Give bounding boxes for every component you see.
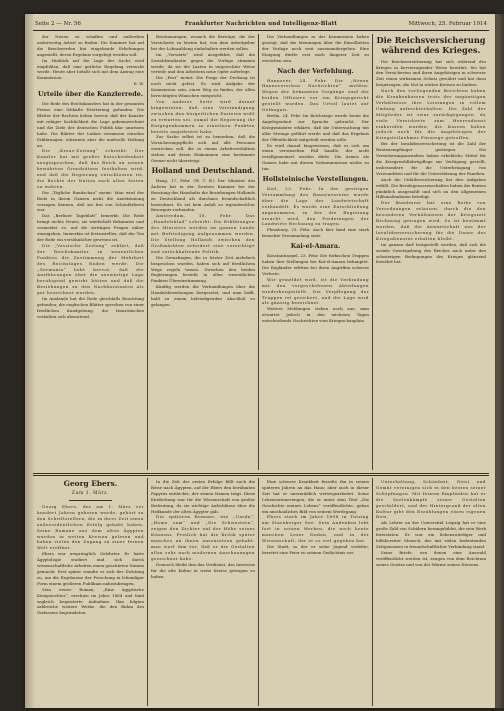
article-column-3 bbox=[262, 34, 369, 470]
page-number: Seite 2 — Nr. 56 bbox=[35, 21, 81, 27]
article-heading: Urteile über die Kanzlerrede. bbox=[37, 90, 144, 99]
feuilleton-subheading: Zum 1. März. bbox=[71, 491, 110, 496]
paragraph: Weitere Meldungen stehen noch aus; man erwartet jedoch in den nächsten Tagen entscheidende Nachrichten vom Kriegsschauplatz. bbox=[262, 306, 369, 324]
paragraph: Kiel, 23. Febr. In der gestrigen Versammlung des Bauernvereins wurde über die Lage der Landwirtschaft verhandelt. Es wurde eine Entschließung angenommen, in der die Regierung ersucht wird, den Forderungen der Landwirte Rechnung zu tragen. bbox=[262, 186, 369, 227]
paragraph: Zur Sache selbst ist zu bemerken, daß die Versicherungspflicht sich auf alle Personen erstrecken soll, die in einem Arbeitsverhältnis stehen und deren Einkommen eine bestimmte Grenze nicht übersteigt. bbox=[151, 134, 255, 164]
paragraph: Die späteren Romane, wie „Uarda“, „Homo sum“ und „Die Schwestern“, zeigen den Dichter auf der Höhe seines Könnens. Freilich hat die Kritik später manches an ihnen auszusetzen gehabt: man warf ihm vor, daß er die Gestalten allzu sehr nach modernen Anschauungen gezeichnet habe. bbox=[151, 514, 255, 561]
header-rule bbox=[33, 30, 489, 31]
paragraph: Die Stadt, in der er seine Jugend verlebte, bereitet eine Feier zu seinem Gedächtnis vor. bbox=[262, 543, 369, 555]
paragraph: Künftig werden die Verhandlungen über die Handelsbeziehungen fortgesetzt, und man hofft, bald zu einem befriedigenden Abschluß zu gelangen. bbox=[151, 284, 255, 307]
paragraph: Die „Post“ meint: Die Frage der Deckung ist noch nicht gelöst. Es wird Aufgabe der Kommission sein, einen Weg zu finden, der allen berechtigten Wünschen entspricht. bbox=[151, 75, 255, 99]
paragraph: Die Reichsversicherung hat sich während des Krieges in hervorragender Weise bewährt. Sie hat den Versicherten und ihren Angehörigen in schwerer Zeit einen wirksamen Schutz gewährt und hat dazu beigetragen, die Not in weiten Kreisen zu lindern. bbox=[376, 58, 486, 88]
paragraph: Das „Berliner Tageblatt“ bemerkt: Die Rede bringt nichts Neues, sie wiederholt Bekanntes und vermeidet es, auf die strittigen Fragen näher einzugehen. Immerhin ist festzustellen, daß der Ton der Rede ein versöhnlicher gewesen ist. bbox=[37, 213, 144, 242]
paragraph: Wie gemeldet wird, ist die Verbindung mit den vorgeschobenen Abteilungen wiederhergestellt. Die Verpflegung der Truppen ist gesichert, und die Lage wird als günstig bezeichnet. bbox=[262, 276, 369, 306]
paragraph: Konstantinopel, 23. Febr. Die türkischen Truppen haben ihre Stellungen bei Kut-el-Amara behauptet. Die Engländer erlitten bei ihren Angriffen schwere Verluste. bbox=[262, 253, 369, 276]
page-edge bbox=[495, 14, 504, 708]
paragraph: Bei der Invalidenversicherung ist die Zahl der Rentenempfänger gestiegen. Die Versicherungsanstalten haben erhebliche Mittel für die Kriegswohlfahrtspflege zur Verfügung gestellt, insbesondere für die Unterbringung von Verwundeten und für die Unterstützung der Familien. bbox=[376, 141, 486, 176]
paragraph: Ebers starb im Jahre 1898 in Tutzing am Starnberger See. Sein Andenken lebt fort in seinen Werken, die noch heute manchen Leser finden, und in der Wissenschaft, der er so viel gegeben hat. bbox=[262, 514, 369, 544]
column-rule bbox=[147, 478, 148, 706]
paragraph: In die Zeit der ersten Erfolge fällt auch die Reise nach Ägypten, auf der Ebers den berühmten Papyrus entdeckte, der seinen Namen trägt. Diese Entdeckung war für die Wissenschaft von großer Bedeutung, da sie wichtige Aufschlüsse über die Heilkunde der alten Ägypter gab. bbox=[151, 479, 255, 514]
paragraph: Im Hinblick auf die Lage der Sache wird empfohlen, daß eine gütliche Regelung versucht werde. Heute aber befaßt sich mit dem Antrag eine Kommission. bbox=[37, 57, 144, 81]
newspaper-page bbox=[25, 14, 495, 708]
column-rule bbox=[258, 478, 259, 706]
paragraph: Ebers war ursprünglich Gelehrter. Er hatte Ägyptologie studiert und sich durch wissenschaftliche Arbeiten einen geachteten Namen gemacht. Erst später wandte er sich der Dichtung zu, um die Ergebnisse der Forschung in lebendiger Form einem größeren Publikum nahezubringen. bbox=[37, 551, 144, 586]
paragraph: Unterhaltung, Schönheit, Geist und Gemüt vereinigen sich in den besten seiner Schöpfungen. Mit feinem Empfinden hat er die Seelenkämpfe seiner Gestalten geschildert, und der Hintergrund der alten Kultur gibt den Erzählungen einen eigenen Reiz. bbox=[376, 479, 486, 520]
paragraph: Haag, 17. Febr. (W. T. B.) Der Minister des Äußern hat in der Zweiten Kammer bei der Beratung des Haushalts die Beziehungen Hollands zu Deutschland als durchaus freundschaftlich bezeichnet. Es sei kein Anlaß zu irgendwelcher Besorgnis vorhanden. bbox=[151, 177, 255, 213]
paragraph: Die „Tägliche Rundschau“ meint: Man wird der Rede in ihrem Ganzen nicht die Anerkennung versagen können, daß sie frei von Schönfärberei war. bbox=[37, 189, 144, 213]
paragraph: Die Grenzfragen, die in letzter Zeit mehrfach besprochen wurden, haben sich auf friedlichem Wege regeln lassen. Zwischen den beiden Regierungen besteht in allen wesentlichen Punkten Übereinstimmung. bbox=[151, 254, 255, 284]
column-rule bbox=[372, 34, 373, 470]
article-heading: Holland und Deutschland. bbox=[151, 165, 255, 175]
paragraph: Sein erster Roman, „Eine ägyptische Königstochter“, erschien im Jahre 1864 und fand sogleich begeisterte Aufnahme. Ihm folgten zahlreiche weitere Werke, die den Ruhm des Verfassers begründeten. bbox=[37, 586, 144, 616]
feuilleton-rule bbox=[33, 475, 489, 476]
paragraph: Nach den vorliegenden Berichten haben die Krankenkassen trotz der ungünstigen Verhältnisse ihre Leistungen in vollem Umfang aufrechterhalten. Die Zahl der Mitglieder ist zwar zurückgegangen, da viele Versicherte zum Heeresdienst einberufen wurden; die Kassen haben jedoch auch für die Angehörigen der Kriegsteilnehmer Fürsorge getroffen. bbox=[376, 88, 486, 141]
paragraph: Berlin, 24. Febr. Im Reichstage wurde heute die Angelegenheit zur Sprache gebracht. Der Kriegsminister erklärte, daß die Untersuchung mit aller Strenge geführt werde und daß das Ergebnis der Öffentlichkeit mitgeteilt werden solle. bbox=[262, 112, 369, 142]
feuilleton-heading: Georg Ebers. bbox=[63, 479, 118, 488]
paragraph: Von anderer Seite wird darauf hingewiesen, daß eine Verständigung zwischen den bürgerlichen Parteien wohl zu erwarten sei, zumal die Regierung ihr Entgegenkommen in einzelnen Punkten bereits angedeutet habe. bbox=[151, 98, 255, 134]
paragraph: Es wird darauf hingewiesen, daß es sich um einen vereinzelten Fall handle, der nicht verallgemeinert werden dürfe. Die Armee als Ganzes habe mit diesen Vorkommnissen nichts zu tun. bbox=[262, 142, 369, 172]
column-rule bbox=[372, 478, 373, 706]
paragraph: Hannover, 24. Febr. Die „Neuen Hannoverschen Nachrichten“ melden: Wegen der bekannten Vorgänge sind die beiden Offiziere vor ein Kriegsgericht gestellt worden. Das Urteil lautet auf Gefängnis. bbox=[262, 77, 369, 113]
article-column-2 bbox=[151, 34, 255, 470]
paragraph: Die Verhandlungen in der Kommission haben gezeigt, daß die Meinungen über die Einzelheiten der Vorlage noch weit auseinandergehen. Eine Einigung dürfte erst nach längerer Zeit zu erreichen sein. bbox=[262, 34, 369, 63]
paragraph: Im ganzen darf festgestellt werden, daß sich die soziale Gesetzgebung des Reiches auch unter den schwierigen Bedingungen des Krieges glänzend bewährt hat. bbox=[376, 241, 486, 265]
paragraph: Eine schwere Krankheit fesselte ihn in seinen späteren Jahren an das Haus; aber auch in dieser Zeit hat er unermüdlich weitergearbeitet. Seine Lebenserinnerungen, die er unter dem Titel „Die Geschichte meines Lebens“ veröffentlichte, geben ein anschauliches Bild von seinem Werdegang. bbox=[262, 479, 369, 514]
paragraph: Der Bundesrat hat eine Reihe von Verordnungen erlassen, durch die den besonderen Verhältnissen der Kriegszeit Rechnung getragen wird. So ist bestimmt worden, daß die Anwartschaft aus der Invalidenversicherung für die Dauer des Kriegsdienstes erhalten bleibt. bbox=[376, 200, 486, 241]
column-rule bbox=[258, 34, 259, 470]
paragraph: Als Lehrer an der Universität Leipzig hat er eine große Zahl von Schülern herangebildet, die sein Werk fortsetzten. Er war ein liebenswürdiger und hilfsbereiter Mensch, der mit vielen bedeutenden Zeitgenossen in freundschaftlicher Verbindung stand. bbox=[376, 520, 486, 549]
paragraph: Auch die Unfallversicherung hat ihre Aufgaben erfüllt. Die Berufsgenossenschaften haben die Renten pünktlich ausgezahlt und sich an den allgemeinen Hilfsmaßnahmen beteiligt. bbox=[376, 176, 486, 200]
article-heading: Kai-el-Amara. bbox=[290, 242, 341, 251]
feuilleton-rule bbox=[33, 473, 489, 474]
paragraph: der Neuen zu schaffen und außerdem anderweitig Arbeit zu finden. Die Kammer hat auf die Beschwerden hin eingehende Erhebungen angestellt, deren Ergebnis vorgelegt werden soll. bbox=[37, 34, 144, 57]
newspaper-title: Frankfurter Nachrichten und Intelligenz-Blatt bbox=[184, 21, 338, 27]
feuilleton-column-3 bbox=[262, 479, 369, 705]
paragraph: Seine Briefe, von denen eine Auswahl veröffentlicht worden ist, zeugen von dem Reichtum seines Geistes und von der Wärme seines Herzens. bbox=[376, 549, 486, 567]
paragraph: Die „Kreuz-Zeitung“ schreibt: Der Kanzler hat mit großer Entschiedenheit ausgesprochen, daß das Reich an seinen bewährten Grundsätzen festhalten wird, und daß die Regierung entschlossen ist, die Rechte der Nation nach allen Seiten zu wahren. bbox=[37, 148, 144, 189]
feuilleton-column-2 bbox=[151, 479, 255, 705]
author-signature: E. W. bbox=[133, 81, 144, 87]
paragraph: Im „Vorwärts“ wird ausgeführt, daß die Sozialdemokratie gegen die Vorlage stimmen werde, da sie die Lasten in ungerechter Weise verteile und den Arbeitern neue Opfer auferlege. bbox=[151, 51, 255, 75]
article-heading: Die Reichsversicherung während des Krieges. bbox=[376, 35, 486, 55]
paragraph: Dennoch bleibt ihm das Verdienst, das Interesse für die alte Kultur in weite Kreise getragen zu haben. bbox=[151, 561, 255, 579]
article-column-4 bbox=[376, 34, 486, 470]
article-heading: Nach der Verfehlung. bbox=[277, 66, 354, 75]
paragraph: Im Auslande hat die Rede gleichfalls Beachtung gefunden; die englischen Blätter sprechen von einer friedlichen Kundgebung, die französischen verhalten sich abwartend. bbox=[37, 296, 144, 319]
feuilleton-column-1 bbox=[37, 479, 144, 705]
issue-date: Mittwoch, 25. Februar 1914 bbox=[408, 21, 487, 27]
paragraph: Georg Ebers, der am 1. März vor hundert Jahren geboren wurde, gehört zu den Schriftstellern, die in ihrer Zeit einen außerordentlichen Erfolg gehabt haben. Seine Romane aus dem alten Ägypten wurden in weiten Kreisen gelesen und haben vielen den Zugang zu einer fernen Welt eröffnet. bbox=[37, 504, 144, 551]
paragraph: Amsterdam, 18. Febr. Das „Handelsblad“ schreibt: Die Erklärungen des Ministers werden im ganzen Lande mit Befriedigung aufgenommen werden. Die Stellung Hollands zwischen den Großmächten erfordert eine vorsichtige und zurückhaltende Politik. bbox=[151, 213, 255, 254]
paragraph: Bestimmungen, wonach die Beiträge, die der Versicherte zu leisten hat, von dem Arbeitgeber bei der Lohnzahlung einbehalten werden sollen. bbox=[151, 34, 255, 51]
feuilleton-column-4 bbox=[376, 479, 486, 705]
column-rule bbox=[147, 34, 148, 470]
paragraph: Flensburg, 23. Febr. Auch hier fand eine stark besuchte Versammlung statt. bbox=[262, 227, 369, 239]
article-heading: Hollsteinische Verstellungen. bbox=[262, 175, 369, 184]
running-header bbox=[35, 19, 487, 29]
paragraph: Die Rede des Reichskanzlers hat in der gesamten Presse eine lebhafte Erörterung gefunden. Die Blätter der Rechten heben hervor, daß der Kanzler mit ruhiger Sachlichkeit die Lage gekennzeichnet und die Ziele der deutschen Politik klar umrissen habe. Die Blätter der Linken vermissen einzelne Erklärungen, erkennen aber die maßvolle Haltung an. bbox=[37, 101, 144, 148]
short-rule bbox=[69, 500, 112, 501]
article-column-1 bbox=[37, 34, 144, 470]
paragraph: Die „Vossische Zeitung“ erklärt, daß der Reichskanzler in wesentlichen Punkten die Zustimmung der Mehrheit des Reichstages finden werde. Die „Germania“ hebt hervor, daß die Ausführungen über die auswärtige Lage beruhigend gewirkt hätten und daß die Beziehungen zu den Nachbarstaaten als gut bezeichnet wurden. bbox=[37, 242, 144, 296]
